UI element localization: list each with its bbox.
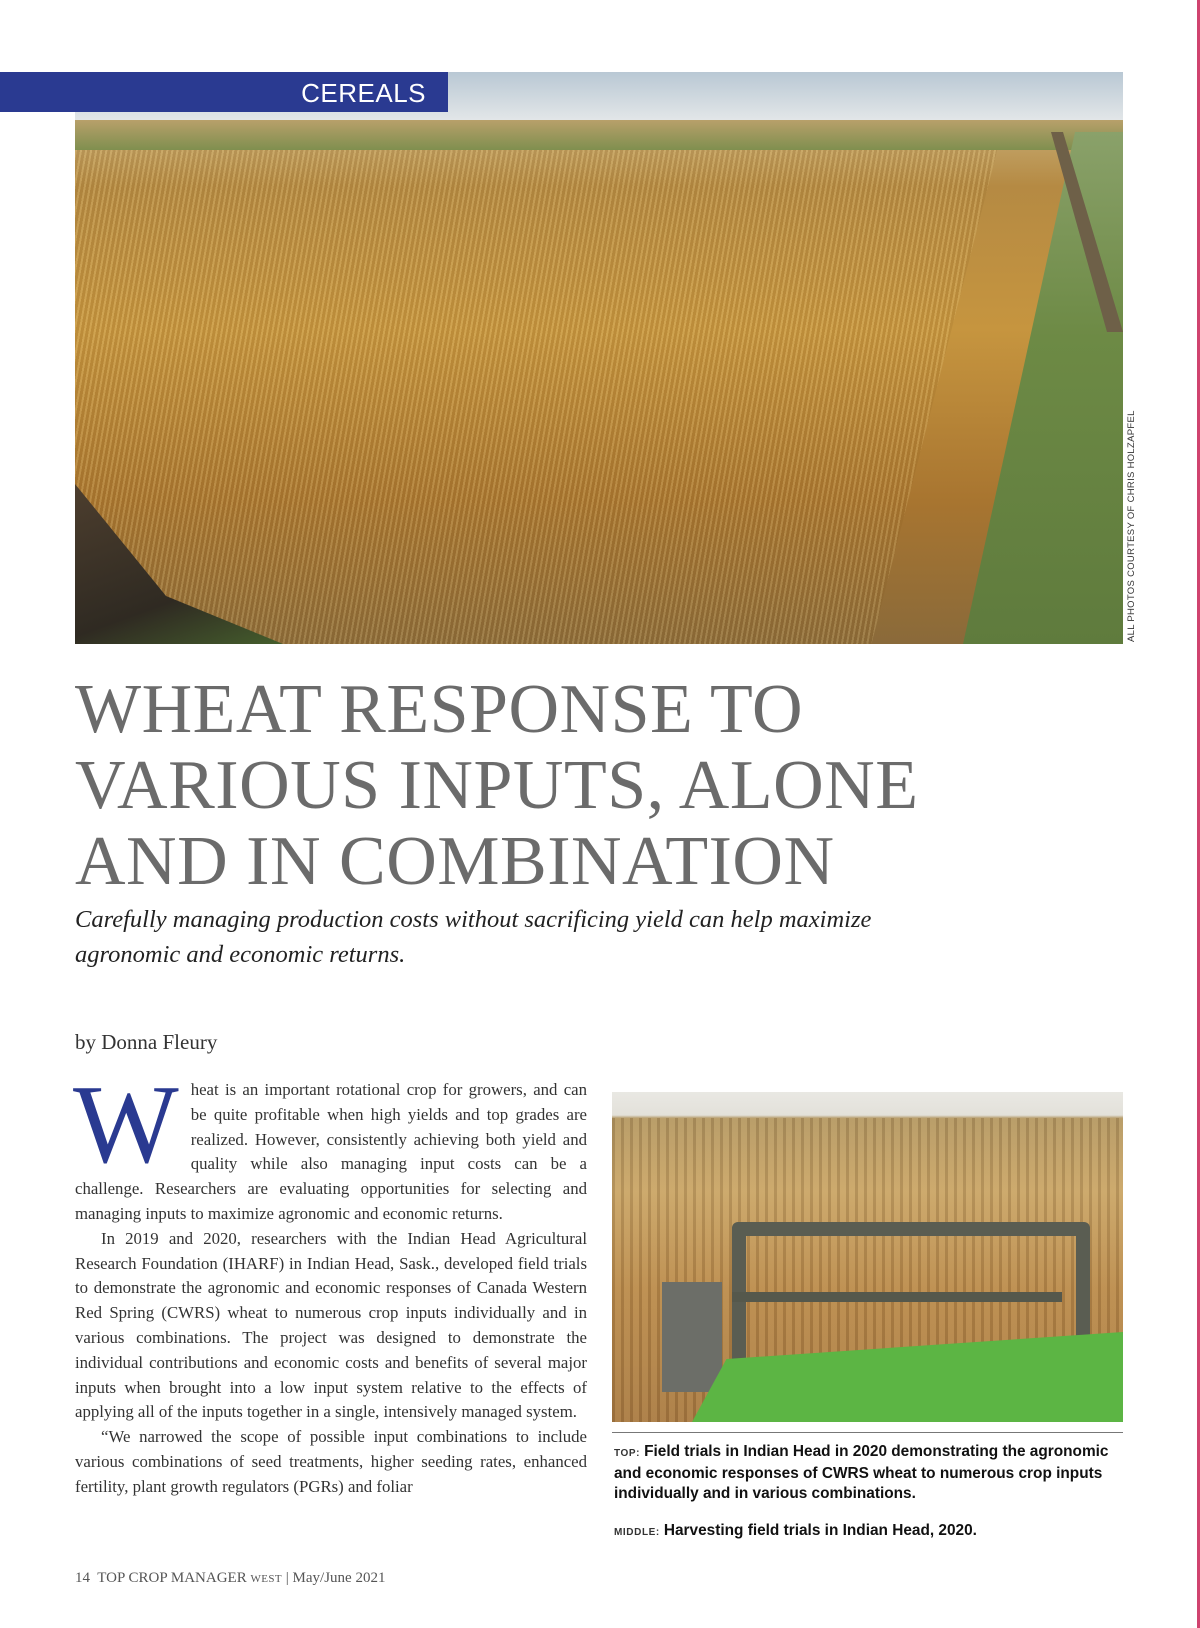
photo-credit: ALL PHOTOS COURTESY OF CHRIS HOLZAPFEL (1126, 410, 1137, 642)
section-banner (0, 72, 448, 112)
issue-date: May/June 2021 (292, 1570, 386, 1586)
body-paragraph: In 2019 and 2020, researchers with the Indian Head Agricultural Research Foundation (IHARF) in Indian Head, Sask., developed field trials to demonstrate the agronomic and economic responses of Canada Western Red Spring (CWRS) wheat to numerous crop inputs individually and in various combinations. The project was designed to demonstrate the individual contributions and economic costs and benefits of several major inputs when brought into a low input system relative to the effects of applying all of the inputs together in a single, intensively managed system. (75, 1228, 587, 1422)
article-title: WHEAT RESPONSE TO VARIOUS INPUTS, ALONE AND IN COMBINATION (75, 671, 919, 900)
byline: by Donna Fleury (75, 1030, 218, 1054)
caption-divider (612, 1432, 1123, 1433)
body-paragraph (73, 1063, 587, 1227)
article-dek: Carefully managing production costs without sacrificing yield can help maximize agronomic and economic returns. (75, 906, 872, 968)
footer-separator: | (285, 1570, 289, 1586)
edition-label: WEST (250, 1573, 283, 1585)
caption-middle (614, 1521, 1126, 1543)
caption-tag: MIDDLE: (614, 1527, 660, 1538)
caption-tag: TOP: (614, 1448, 641, 1459)
caption-text: Field trials in Indian Head in 2020 demonstrating the agronomic and economic responses of CWRS wheat to numerous crop inputs individually and in various combinations. (614, 1443, 1109, 1502)
caption-text: Harvesting field trials in Indian Head, 2020. (663, 1522, 977, 1539)
paragraph-text: heat is an important rotational crop for growers, and can be quite profitable when high yields and top grades are realized. However, consistently achieving both yield and quality while also managing input costs can be a challenge. Researchers are evaluating opportunities for selecting and managing inputs to maximize agronomic and economic returns. (75, 1080, 587, 1223)
article-body (73, 1063, 587, 1500)
section-label: CEREALS (301, 78, 426, 108)
drop-cap: W (73, 1063, 179, 1187)
caption-top (614, 1442, 1126, 1504)
combine-harvest-photo (612, 1092, 1123, 1422)
magazine-name: TOP CROP MANAGER (97, 1570, 247, 1586)
page-footer (75, 1570, 385, 1587)
page-number: 14 (75, 1570, 90, 1586)
wheat-field-photo (75, 72, 1123, 644)
body-paragraph: “We narrowed the scope of possible input combinations to include various combinations of seed treatments, higher seeding rates, enhanced fertility, plant growth regulators (PGRs) and foliar (75, 1427, 587, 1496)
